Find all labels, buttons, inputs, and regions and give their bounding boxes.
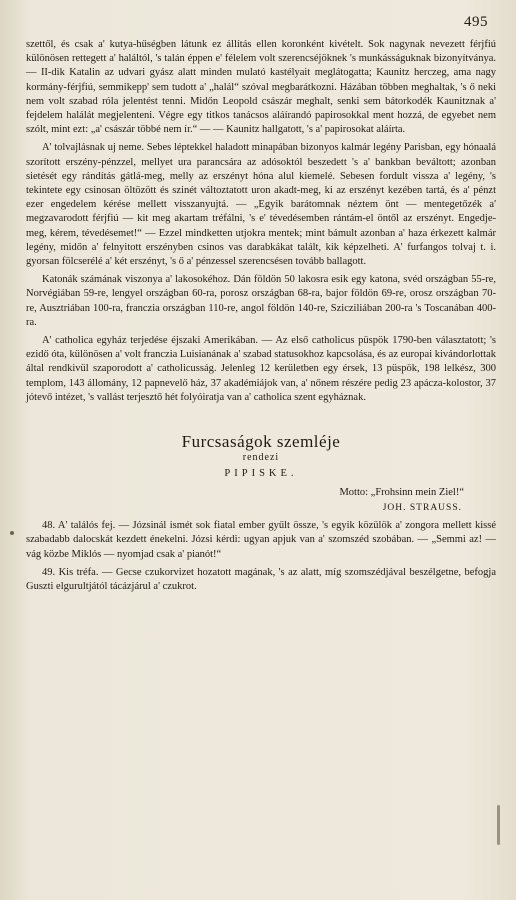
paragraph: A' tolvajlásnak uj neme. Sebes léptekkel haladott minapában bizonyos kalmár legény Parisban, egy hónaalá szorított erszény-pénzzel, mellyet ura parancsára az adósoktól beszedett 's a' bankban beváltott; azonban sietését egy rándítás gátlá-meg, melly az erszényt hóna alul kiemelé. Sebesen fordult vissza a' legény, 's tekintete egy csinosan öltözött és szinét változtatott uron akadt-meg, ki az erszényt kezében tartá, és a' pénzt ezer engedelem kérése mellett visszanyujtá. — „Egyik barátomnak néztem önt — mentegetőzék a' megzavarodott férjfiú — kit meg akartam tréfálni, 's e' tévedésemben rántám-el öntől az erszényt. Engedje-meg, kérem, tévedésemet!“ — Ezzel mindketten utjokra mentek; mint bámult azonban a' haza érkezett kalmár legény, midőn a' felnyitott erszényben csinos vas darabkákat talált, kik képzelheti. A' furfangos tolvaj t. i. gyorsan fölcserélé a' két erszényt, 's ő a' pénzessel szerencsésen tovább ballagott. <box>26 142 496 268</box>
motto-author: JOH. STRAUSS. <box>382 502 462 513</box>
section-subtitle: rendezi <box>242 452 280 464</box>
page-number: 495 <box>464 14 488 30</box>
ink-dot <box>10 531 14 535</box>
paragraph: A' catholica egyház terjedése éjszaki Amerikában. — Az első catholicus püspök 1790-ben választatott; 's ezidő óta, különösen a' volt franczia Luisianának a' szabad statusokhoz kapcsolása, és az europai kivándorlottak által rendkivül szaporodott a' catholicusság. Jelenleg 12 kerületben egy érsek, 13 püspök, 198 lelkész, 300 templom, 143 állomány, 12 papnevelő ház, 37 akadémiájok van, a' nőnem részére pedig 23 apácza-kolostor, 37 jótevő intézet, 's vallást terjesztő hét folyóiratja van a' catholica szent egyháznak. <box>26 335 496 403</box>
numbered-item: 48. A' találós fej. — Józsinál ismét sok fiatal ember gyűlt össze, 's egyik közülök a' zongora mellett kissé szabadabb dalocskát kezdett énekelni. Józsi kérdi: ugyan apjuk van a' szomszéd szobában. — „Semmi az! — vág közbe Miklós — nyomjad csak a' pianót!“ <box>26 520 496 560</box>
page-edge-mark <box>497 805 500 845</box>
numbered-item: 49. Kis tréfa. — Gecse czukorvizet hozatott magának, 's az alatt, míg szomszédjával beszélgetne, befogja Guszti elgurultjától tácázjárul a' czukrot. <box>26 566 496 592</box>
motto: Motto: „Frohsinn mein Ziel!“ <box>339 486 464 498</box>
section-title: Furcsaságok szemléje <box>181 432 341 452</box>
section-editor: PIPISKE. <box>224 468 298 480</box>
paragraph: szettől, és csak a' kutya-hűségben látunk ez állítás ellen koronként kivételt. Sok nagynak nevezett férjfiú különösen rettegett a' haláltól, 's talán éppen e' félelem volt szerencséjöknek 's munkásságuknak bizonyítványa. — II-dik Katalin az udvari gyász alatt minden mulató kastélyait meglátogatta; Kaunitz herczeg, ama nagy kormány-férjfiú, semmikepp' sem tudott a' „halál“ szóval megbarátkozni. Házában többen meghaltak, 's ő neki nem volt szabad róla jelentést tenni. Midőn Leopold császár meghalt, senki sem bátorkodék Kaunitznak a' fejdelem halálát megjelenteni. Végre egy titkos tanácsos aláírandó papirosokkal ment hozzá, de egyebet nem szólt, mint ezt: „a' császár többé nem ír.“ — — Kaunitz hallgatott, 's a' papirosokat aláírta. <box>26 39 496 136</box>
paragraph: Katonák számának viszonya a' lakosokéhoz. Dán földön 50 lakosra esik egy katona, svéd országban 55-re, Norvégiában 59-re, lengyel országban 60-ra, porosz országban 68-ra, bajor földön 69-re, orosz országban 70-re, Ausztriában 100-ra, franczia országban 110-re, angol földön 140-re, Szicziliában 200-ra 's Toscanában 400-ra. <box>26 274 496 328</box>
article-body <box>26 38 496 594</box>
